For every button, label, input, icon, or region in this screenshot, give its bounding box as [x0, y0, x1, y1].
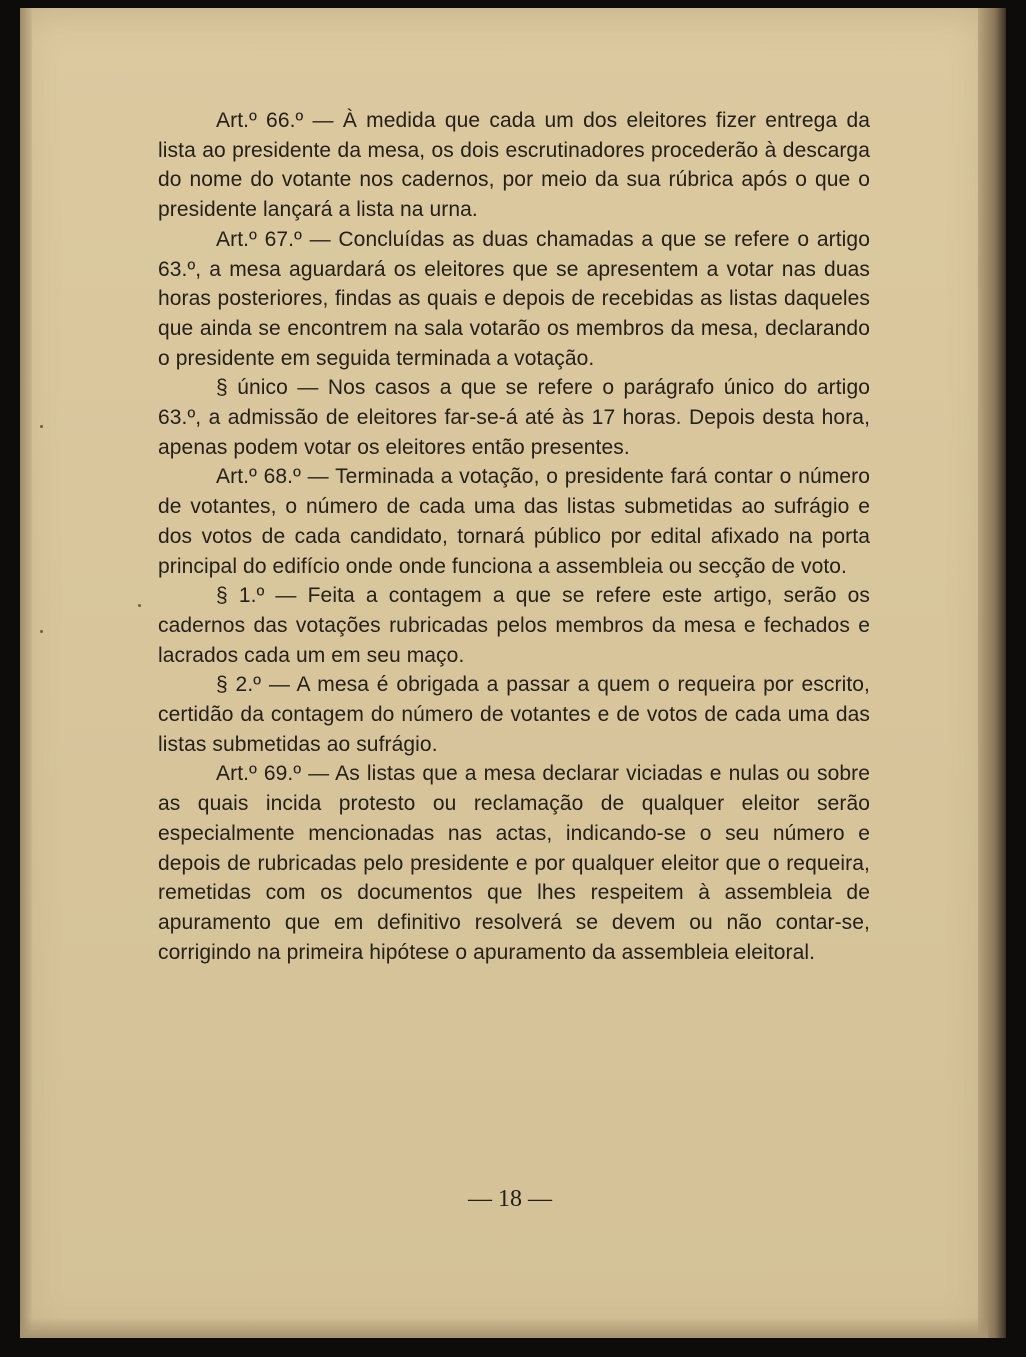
paragraph-art-69: Art.º 69.º — As listas que a mesa declarar viciadas e nulas ou sobre as quais incida protesto ou reclamação de qualquer eleitor serão especialmente mencionadas nas actas, indicando-se o seu número e depois de rubricadas pelo presidente e por qualquer eleitor que o requeira, remetidas com os documentos que lhes respeitem à assembleia de apuramento que em definitivo resolverá se devem ou não contar-se, corrigindo na primeira hipótese o apuramento da assembleia eleitoral. [158, 762, 870, 964]
paper-speck [40, 630, 43, 633]
paragraph-art-66: Art.º 66.º — À medida que cada um dos eleitores fizer entrega da lista ao presidente da mesa, os dois escrutinadores procederão à descarga do nome do votante nos cadernos, por meio da sua rúbrica após o que o presidente lançará a lista na urna. [158, 109, 870, 222]
paper-speck [138, 604, 141, 607]
paragraph-art-67-unico: § único — Nos casos a que se refere o parágrafo único do artigo 63.º, a admissão de eleitores far-se-á até às 17 horas. Depois desta hora, apenas podem votar os eleitores então presentes. [158, 376, 870, 459]
page-bottom-edge [20, 1318, 988, 1338]
paragraph-art-68-s1: § 1.º — Feita a contagem a que se refere este artigo, serão os cadernos das votações rubricadas pelos membros da mesa e fechados e lacrados cada um em seu maço. [158, 584, 870, 667]
page-right-edge [978, 8, 1006, 1338]
page-left-edge [20, 8, 32, 1338]
paragraph-art-68-s2: § 2.º — A mesa é obrigada a passar a quem o requeira por escrito, certidão da contagem do número de votantes e de votos de cada uma das listas submetidas ao sufrágio. [158, 673, 870, 756]
paragraph-art-67: Art.º 67.º — Concluídas as duas chamadas a que se refere o artigo 63.º, a mesa aguardará os eleitores que se apresentem a votar nas duas horas posteriores, findas as quais e depois de recebidas as listas daqueles que ainda se encontrem na sala votarão os membros da mesa, declarando o presidente em seguida terminada a votação. [158, 227, 870, 370]
body-text [158, 106, 870, 967]
page-number: — 18 — [468, 1186, 552, 1212]
paragraph-art-68: Art.º 68.º — Terminada a votação, o presidente fará contar o número de votantes, o número de cada uma das listas submetidas ao sufrágio e dos votos de cada candidato, tornará público por edital afixado na porta principal do edifício onde onde funciona a assembleia ou secção de voto. [158, 465, 870, 578]
paper-speck [40, 425, 43, 428]
